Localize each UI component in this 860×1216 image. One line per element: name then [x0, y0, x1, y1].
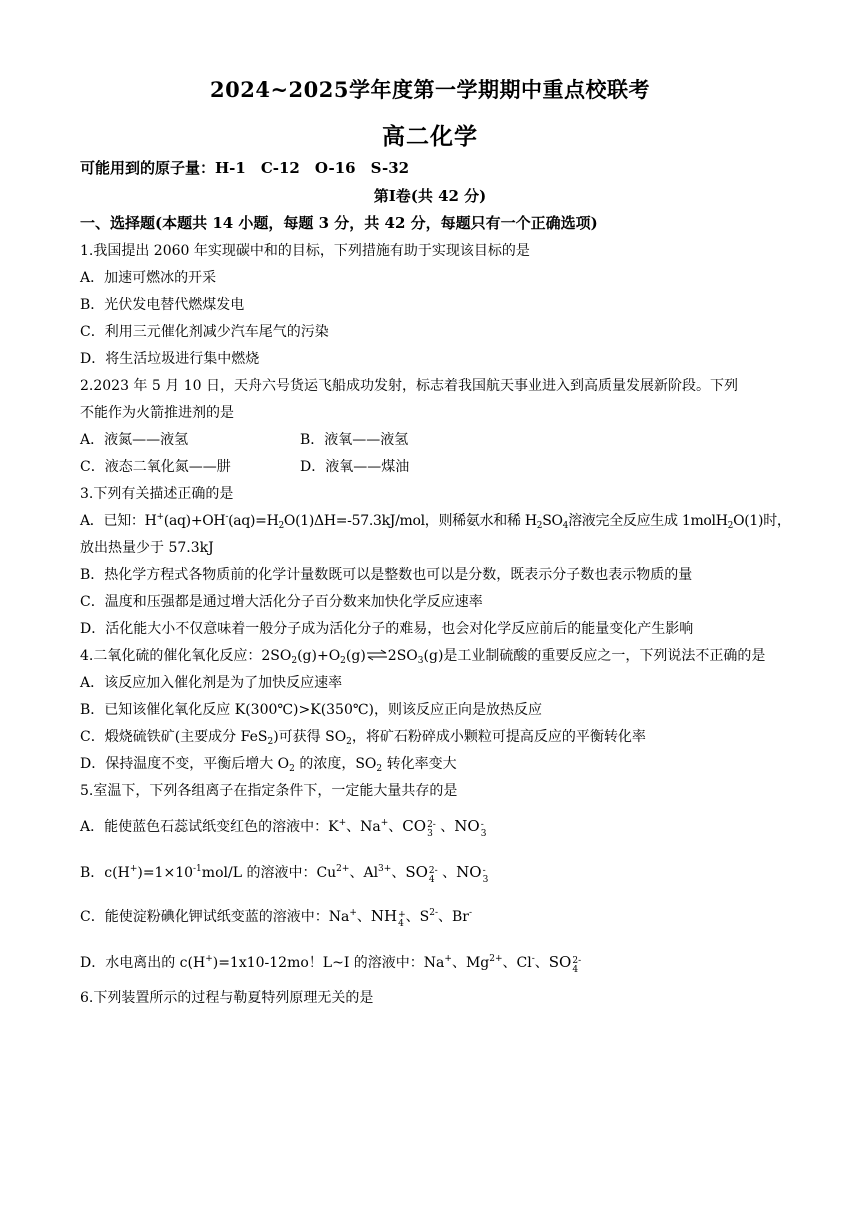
question-3-option-d: D．活化能大小不仅意味着一般分子成为活化分子的难易，也会对化学反应前后的能量变化产生影响 — [80, 621, 694, 637]
part-title: 第Ⅰ卷(共 42 分) — [373, 187, 487, 205]
exam-subject: 高二化学 — [382, 123, 478, 150]
question-1-option-d: D．将生活垃圾进行集中燃烧 — [80, 351, 260, 367]
nitrate-ion: NO - 3 — [456, 863, 489, 885]
question-1-option-c: C．利用三元催化剂减少汽车尾气的污染 — [80, 324, 329, 340]
question-1-option-b: B．光伏发电替代燃煤发电 — [80, 297, 245, 313]
sulfate-ion: SO 2- 4 — [405, 863, 438, 885]
question-2-option-c: C．液态二氧化氮——肼 — [80, 459, 231, 475]
carbonate-ion: CO 2- 3 — [402, 817, 436, 839]
nitrate-ion: NO - 3 — [454, 817, 487, 839]
question-3-option-a: A．已知：$H^+(aq)+OH^-(aq)=H_2O(1)\Delta H=-57.3kJ$/mol，则稀氨水和稀 $H_2SO_4$溶液完全反应生成 1molH$_2$O(1)时， — [80, 512, 791, 531]
question-2-option-b: B．液氧——液氢 — [300, 432, 409, 448]
question-5-option-c: C．能使淀粉碘化钾试纸变蓝的溶液中：Na+、NH + 4 、$S^{2-}$、Br- — [80, 907, 473, 929]
section-title: 一、选择题(本题共 14 小题，每题 3 分，共 42 分，每题只有一个正确选项) — [80, 214, 598, 232]
question-2-option-a: A．液氮——液氢 — [80, 432, 189, 448]
question-6-stem: 6.下列装置所示的过程与勒夏特列原理无关的是 — [80, 990, 374, 1006]
question-4-option-c: C．煅烧硫铁矿(主要成分 FeS$_2$)可获得 $SO_2$，将矿石粉碎成小颗粒可提高反应的平衡转化率 — [80, 729, 646, 747]
question-5-option-b: B．$c(H^+)=1\times 10^{-1}mol/L$ 的溶液中：$Cu^{2+}$、$Al^{3+}$、SO 2- 4 、NO - 3 — [80, 863, 489, 885]
question-2-stem-line2: 不能作为火箭推进剂的是 — [80, 405, 234, 421]
question-3-option-b: B．热化学方程式各物质前的化学计量数既可以是整数也可以是分数，既表示分子数也表示物质的量 — [80, 567, 693, 583]
question-3-option-c: C．温度和压强都是通过增大活化分子百分数来加快化学反应速率 — [80, 594, 483, 610]
question-3-stem: 3.下列有关描述正确的是 — [80, 486, 234, 502]
equilibrium-arrow-icon — [366, 649, 388, 661]
question-2-option-d: D．液氧——煤油 — [300, 459, 410, 475]
ammonium-ion: NH + 4 — [370, 907, 406, 929]
question-2-stem-line1: 2.2023 年 5 月 10 日，天舟六号货运飞船成功发射，标志着我国航天事业进入到高质量发展新阶段。下列 — [80, 378, 738, 394]
question-1-option-a: A．加速可燃冰的开采 — [80, 270, 217, 286]
question-5-option-a: A．能使蓝色石蕊试纸变红色的溶液中：K+、Na+、CO 2- 3 、NO - 3 — [80, 817, 487, 839]
exam-title: 2024~2025学年度第一学期期中重点校联考 — [210, 77, 650, 102]
question-5-option-d: D．水电离出的 c(H+)=1x10-12mo！L~I 的溶液中：Na+、$Mg^{2+}$、Cl-、SO 2- 4 — [80, 953, 582, 975]
sulfate-ion: SO 2- 4 — [548, 953, 582, 975]
question-4-option-b: B．已知该催化氧化反应 K(300℃)>K(350℃)，则该反应正向是放热反应 — [80, 702, 542, 718]
question-3-option-a-cont: 放出热量少于 57.3kJ — [80, 540, 214, 556]
question-4-stem: 4.二氧化硫的催化氧化反应：$2SO_2(g)+O_2(g)$ $2SO_3(g)$是工业制硫酸的重要反应之一，下列说法不正确的是 — [80, 648, 766, 666]
question-4-option-d: D．保持温度不变，平衡后增大 $O_2$ 的浓度，$SO_2$ 转化率变大 — [80, 756, 457, 774]
question-5-stem: 5.室温下，下列各组离子在指定条件下，一定能大量共存的是 — [80, 783, 458, 799]
question-4-option-a: A．该反应加入催化剂是为了加快反应速率 — [80, 675, 343, 691]
question-1-stem: 1.我国提出 2060 年实现碳中和的目标，下列措施有助于实现该目标的是 — [80, 243, 530, 259]
atomic-mass-line: 可能用到的原子量：H-1 C-12 O-16 S-32 — [80, 159, 410, 177]
